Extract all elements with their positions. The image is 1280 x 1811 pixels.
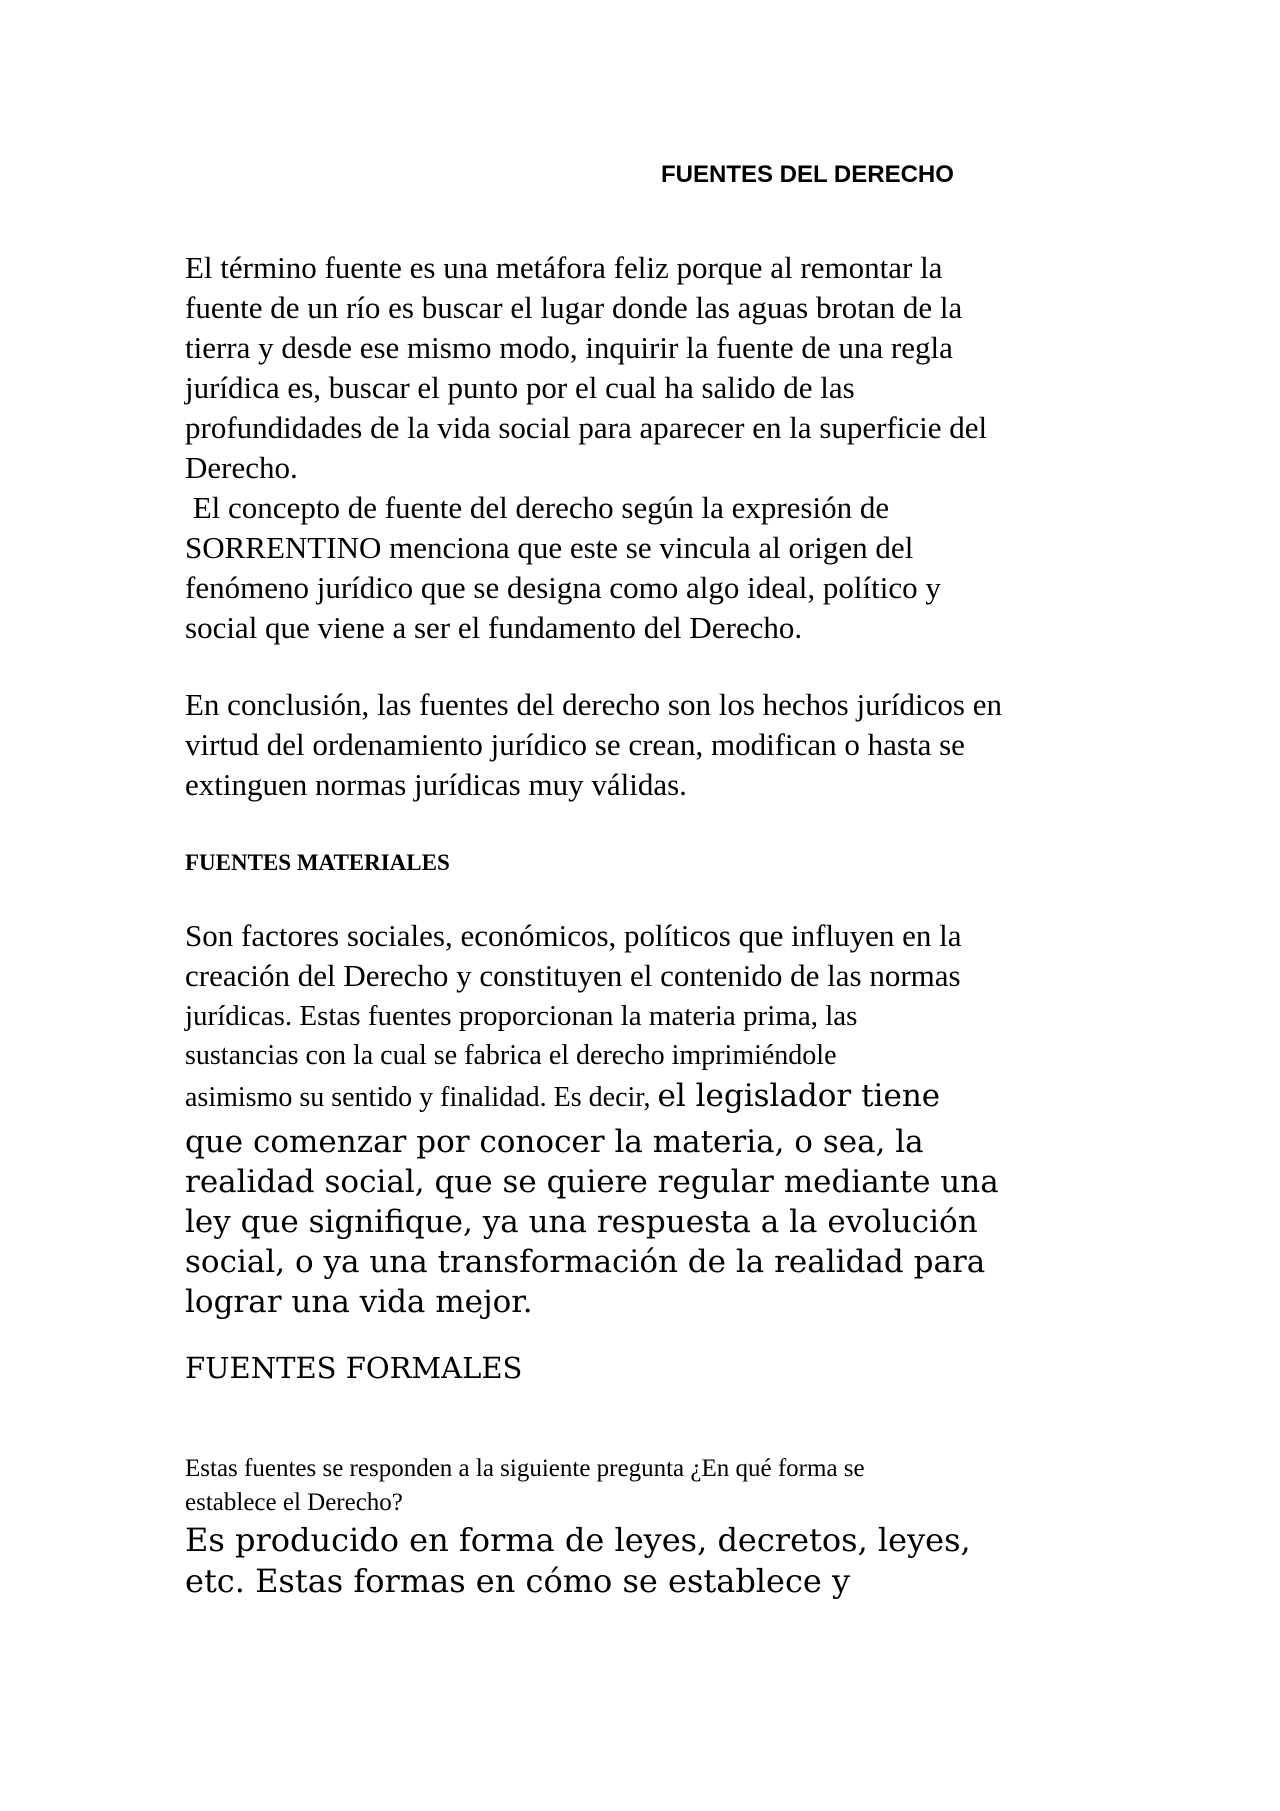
- text-line: jurídica es, buscar el punto por el cual ha salido de las: [185, 370, 855, 405]
- text-line: En conclusión, las fuentes del derecho son los hechos jurídicos en: [185, 687, 1002, 722]
- text-line: jurídicas. Estas fuentes proporcionan la materia prima, las: [185, 1000, 858, 1032]
- text-line: etc. Estas formas en cómo se establece y: [185, 1562, 851, 1600]
- text-line: Son factores sociales, económicos, políticos que influyen en la: [185, 918, 962, 953]
- text-line: Derecho.: [185, 450, 298, 485]
- text-line-mixed: [185, 1076, 999, 1122]
- intro-paragraph: [185, 248, 987, 648]
- text-line: virtud del ordenamiento jurídico se crean, modifican o hasta se: [185, 727, 965, 762]
- document-title: FUENTES DEL DERECHO: [661, 161, 954, 188]
- text-line: extinguen normas jurídicas muy válidas.: [185, 767, 687, 802]
- materiales-paragraph: [185, 916, 999, 1322]
- text-line: que comenzar por conocer la materia, o sea, la: [185, 1124, 924, 1160]
- text-line: creación del Derecho y constituyen el contenido de las normas: [185, 958, 961, 993]
- text-line: El concepto de fuente del derecho según la expresión de: [185, 490, 890, 525]
- text-line: social, o ya una transformación de la realidad para: [185, 1244, 986, 1280]
- formales-answer: [185, 1520, 971, 1602]
- text-line: fuente de un río es buscar el lugar donde las aguas brotan de la: [185, 290, 963, 325]
- text-line: realidad social, que se quiere regular mediante una: [185, 1164, 999, 1200]
- text-segment: el legislador tiene: [657, 1078, 941, 1114]
- text-line: social que viene a ser el fundamento del Derecho.: [185, 610, 803, 645]
- text-line: El término fuente es una metáfora feliz porque al remontar la: [185, 250, 943, 285]
- conclusion-paragraph: [185, 685, 1002, 805]
- text-line: fenómeno jurídico que se designa como algo ideal, político y: [185, 570, 941, 605]
- text-line: tierra y desde ese mismo modo, inquirir la fuente de una regla: [185, 330, 953, 365]
- text-line: sustancias con la cual se fabrica el derecho imprimiéndole: [185, 1040, 837, 1071]
- text-line: establece el Derecho?: [185, 1489, 403, 1516]
- text-segment: asimismo su sentido y finalidad. Es decir,: [185, 1082, 658, 1113]
- text-line: lograr una vida mejor.: [185, 1284, 533, 1320]
- heading-fuentes-materiales: FUENTES MATERIALES: [185, 850, 450, 875]
- text-line: profundidades de la vida social para aparecer en la superficie del: [185, 410, 988, 445]
- text-line: ley que signifique, ya una respuesta a la evolución: [185, 1204, 978, 1240]
- text-line: Es producido en forma de leyes, decretos, leyes,: [185, 1521, 971, 1559]
- formales-question: [185, 1452, 865, 1520]
- text-line: SORRENTINO menciona que este se vincula al origen del: [185, 530, 914, 565]
- text-line: Estas fuentes se responden a la siguiente pregunta ¿En qué forma se: [185, 1455, 865, 1482]
- heading-fuentes-formales: FUENTES FORMALES: [185, 1351, 523, 1385]
